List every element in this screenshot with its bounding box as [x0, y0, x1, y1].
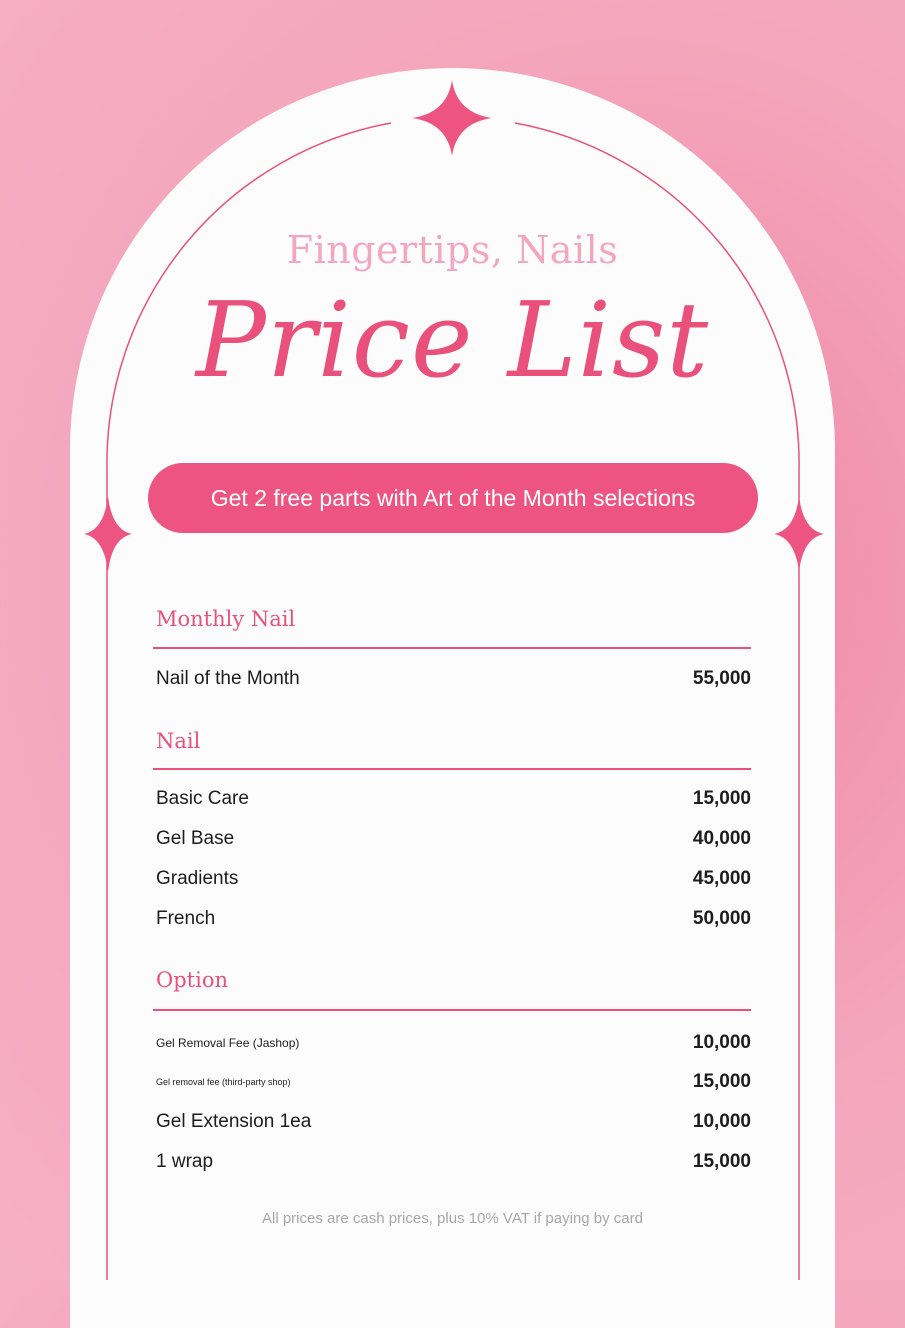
- item-name: Basic Care: [156, 788, 249, 809]
- item-price: 15,000: [692, 1151, 751, 1172]
- shop-subtitle: Fingertips, Nails: [286, 228, 619, 272]
- item-name: Gel Removal Fee (Jashop): [156, 1036, 300, 1050]
- item-name: Gradients: [156, 868, 239, 889]
- divider: [153, 1009, 751, 1011]
- page-title: Price List: [195, 279, 710, 401]
- price-row: [156, 868, 751, 890]
- sparkle-icon: [412, 80, 492, 156]
- section-title-option: Option: [156, 968, 228, 992]
- item-name: Gel Extension 1ea: [156, 1111, 312, 1132]
- promo-banner: [148, 463, 758, 533]
- price-row: [156, 788, 751, 810]
- item-name: Gel removal fee (third-party shop): [156, 1077, 291, 1087]
- item-price: 40,000: [692, 828, 751, 849]
- promo-text: Get 2 free parts with Art of the Month selections: [210, 484, 696, 511]
- price-row: [156, 1111, 751, 1133]
- price-row: [156, 1032, 751, 1054]
- divider: [153, 768, 751, 770]
- divider: [153, 647, 751, 649]
- price-row: [156, 1151, 751, 1173]
- section-title-nail: Nail: [156, 729, 201, 753]
- section-title-monthly-nail: Monthly Nail: [156, 607, 296, 631]
- item-name: 1 wrap: [156, 1151, 214, 1172]
- item-name: French: [156, 908, 216, 929]
- item-name: Nail of the Month: [156, 668, 300, 689]
- price-row: [156, 828, 751, 850]
- item-price: 50,000: [692, 908, 751, 929]
- item-name: Gel Base: [156, 828, 235, 849]
- item-price: 45,000: [692, 868, 751, 889]
- sparkle-icon: [84, 496, 132, 572]
- item-price: 10,000: [692, 1111, 751, 1132]
- item-price: 10,000: [692, 1032, 751, 1053]
- price-row: [156, 1071, 751, 1093]
- price-row: [156, 668, 751, 690]
- sparkle-icon: [774, 496, 824, 572]
- item-price: 15,000: [692, 1071, 751, 1092]
- item-price: 55,000: [692, 668, 751, 689]
- price-row: [156, 908, 751, 930]
- footer-note: All prices are cash prices, plus 10% VAT if paying by card: [261, 1210, 643, 1227]
- item-price: 15,000: [692, 788, 751, 809]
